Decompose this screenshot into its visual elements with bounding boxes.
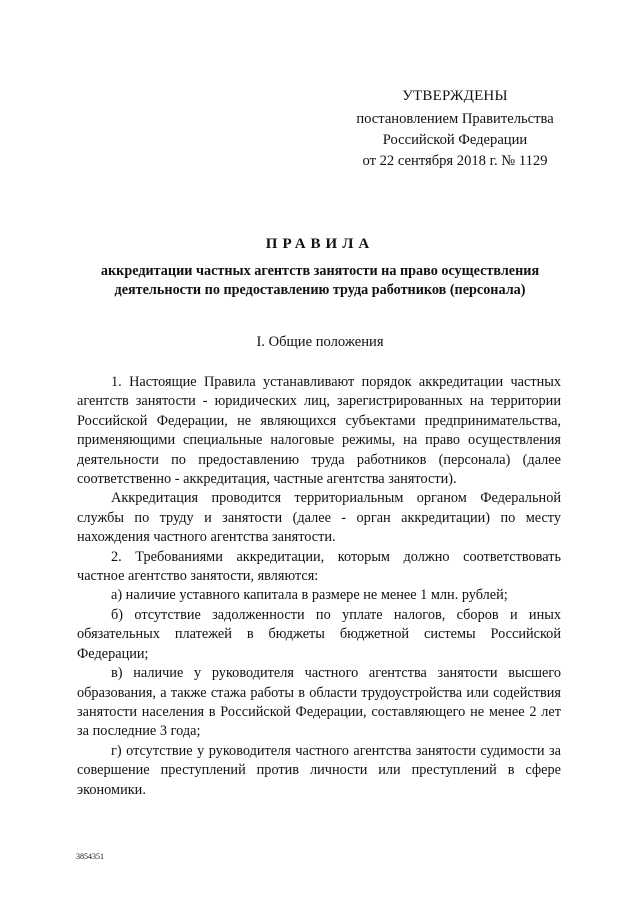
paragraph-item-g: г) отсутствие у руководителя частного агентства занятости судимости за совершение преступлений против личности или преступлений в сфере экономики. bbox=[77, 742, 561, 798]
approval-line-date-number: от 22 сентября 2018 г. № 1129 bbox=[362, 153, 548, 169]
approval-stamp-block bbox=[330, 86, 580, 172]
paragraph-3: 2. Требованиями аккредитации, которым должно соответствовать частное агентство занятости, являются: bbox=[77, 548, 561, 585]
subtitle-line-1: аккредитации частных агентств занятости на право осуществления bbox=[100, 263, 540, 279]
subtitle-line-2: деятельности по предоставлению труда работников (персонала) bbox=[114, 282, 526, 298]
paragraph-item-a: а) наличие уставного капитала в размере не менее 1 млн. рублей; bbox=[111, 587, 508, 604]
section-heading: I. Общие положения bbox=[256, 334, 384, 350]
document-body bbox=[77, 373, 561, 800]
paragraph-item-b: б) отсутствие задолженности по уплате налогов, сборов и иных обязательных платежей в бюджеты бюджетной системы Российской Федерации; bbox=[77, 606, 561, 662]
paragraph-2: Аккредитация проводится территориальным органом Федеральной службы по труду и занятости (далее - орган аккредитации) по месту нахождения частного агентства занятости. bbox=[77, 490, 561, 546]
document-title: ПРАВИЛА bbox=[265, 236, 375, 252]
approval-line-authority: Российской Федерации bbox=[382, 132, 528, 148]
approval-heading: УТВЕРЖДЕНЫ bbox=[402, 88, 508, 104]
footer-document-code: 3854351 bbox=[76, 852, 104, 861]
paragraph-item-v: в) наличие у руководителя частного агентства занятости высшего образования, а также стажа работы в области трудоустройства или содействия занятости населения в Российской Федерации, составляющего не менее 2 лет за последние 3 года; bbox=[77, 665, 561, 740]
approval-line-resolution: постановлением Правительства bbox=[356, 111, 554, 127]
document-subtitle bbox=[70, 262, 570, 300]
paragraph-1: 1. Настоящие Правила устанавливают порядок аккредитации частных агентств занятости - юридических лиц, зарегистрированных на территории Российской Федерации, не являющихся субъектами предпринимательства, применяющими специальные налоговые режимы, на право осуществления деятельности по предоставлению труда работников (персонала) (далее соответственно - аккредитация, частные агентства занятости). bbox=[77, 374, 561, 488]
